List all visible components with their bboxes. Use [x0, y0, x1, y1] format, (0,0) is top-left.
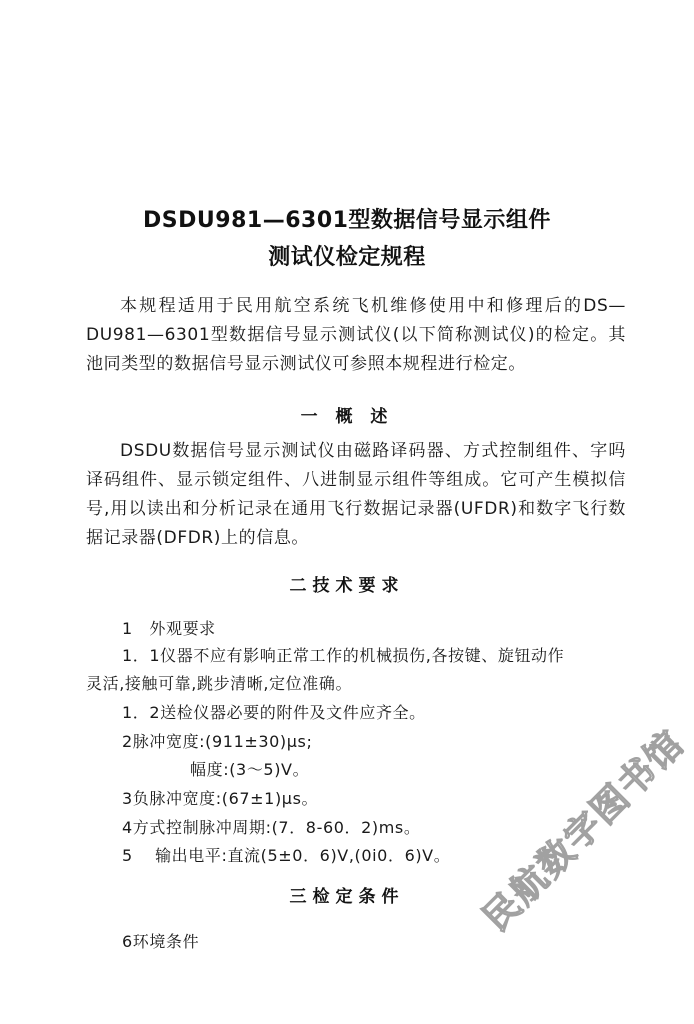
intro-paragraph	[86, 292, 626, 379]
section-heading-overview: 一 概 述	[300, 407, 394, 427]
section-heading-calibration-conditions: 三检定条件	[289, 887, 405, 907]
item-amplitude: 幅度:(3～5)V。	[190, 760, 310, 779]
section-heading-technical-requirements: 二技术要求	[289, 576, 405, 596]
item-1-2: 1．2送检仪器必要的附件及文件应齐全。	[122, 703, 426, 722]
document-title-line2: 测试仪检定规程	[268, 245, 426, 270]
item-output-level: 5 输出电平:直流(5±0．6)V,(0i0．6)V。	[122, 846, 451, 865]
item-environment-conditions: 6环境条件	[122, 932, 200, 951]
item-mode-control-period: 4方式控制脉冲周期:(7．8-60．2)ms。	[122, 818, 421, 837]
watermark-text: 民航数字图书馆	[475, 722, 693, 940]
item-1-1-line2: 灵活,接触可靠,跳步清晰,定位准确。	[86, 674, 353, 693]
document-title-line1: DSDU981—6301型数据信号显示组件	[143, 208, 551, 233]
overview-text: DSDU数据信号显示测试仪由磁路译码器、方式控制组件、字吗译码组件、显示锁定组件、八进制显示组件等组成。它可产生模拟信号,用以读出和分析记录在通用飞行数据记录器(UFDR)和数字飞行数据记录器(DFDR)上的信息。	[86, 441, 626, 548]
intro-text: 本规程适用于民用航空系统飞机维修使用中和修理后的DS—DU981—6301型数据信号显示测试仪(以下简称测试仪)的检定。其池同类型的数据信号显示测试仪可参照本规程进行检定。	[86, 296, 626, 374]
item-1-1-line1: 1．1仪器不应有影响正常工作的机械损伤,各按键、旋钮动作	[122, 646, 565, 665]
item-negative-pulse-width: 3负脉冲宽度:(67±1)μs。	[122, 789, 319, 808]
overview-paragraph	[86, 437, 626, 553]
item-appearance: 1 外观要求	[122, 619, 216, 638]
item-pulse-width: 2脉冲宽度:(911±30)μs;	[122, 732, 313, 751]
